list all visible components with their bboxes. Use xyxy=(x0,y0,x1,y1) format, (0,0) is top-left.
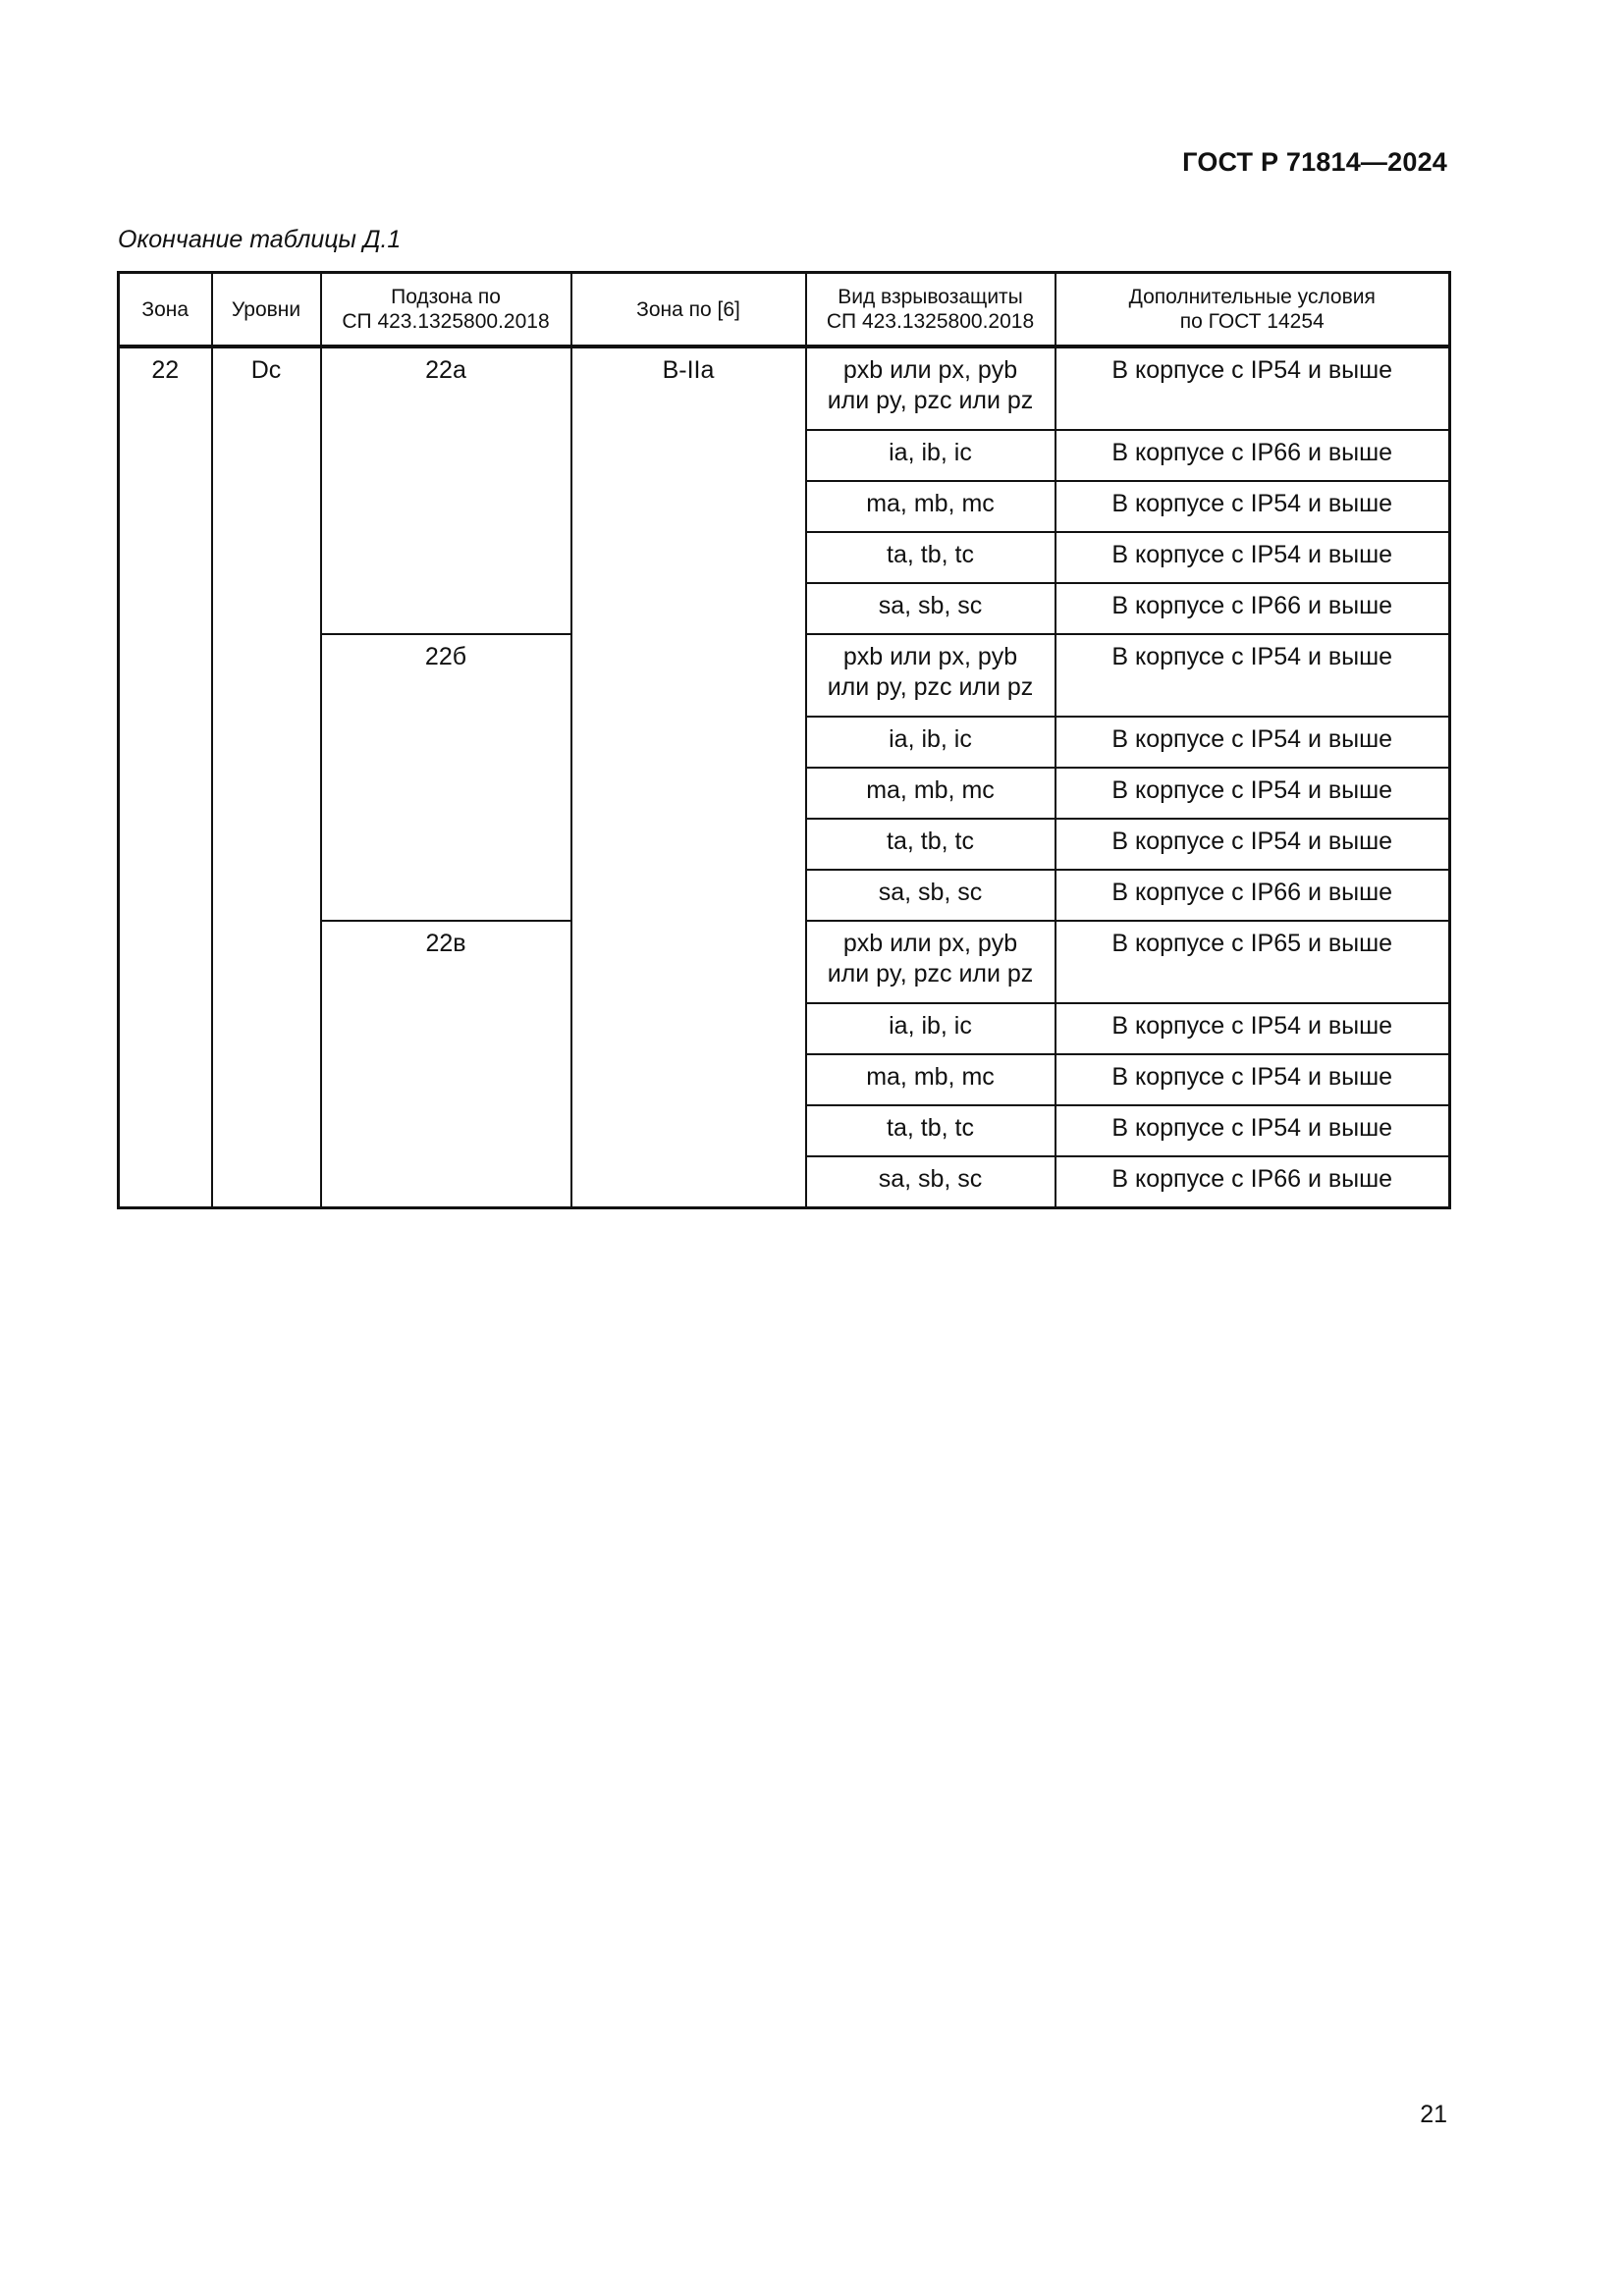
header-cell-zone6: Зона по [6] xyxy=(571,273,806,347)
zones-table xyxy=(117,271,1451,1209)
condition-cell: В корпусе с IP54 и выше xyxy=(1056,1003,1450,1054)
protection-cell: ia, ib, ic xyxy=(806,717,1056,768)
document-code: ГОСТ Р 71814—2024 xyxy=(1182,147,1447,177)
condition-cell: В корпусе с IP54 и выше xyxy=(1056,532,1450,583)
protection-cell: pxb или px, pyb или py, pzc или pz xyxy=(806,347,1056,430)
table-row xyxy=(119,347,1450,430)
condition-cell: В корпусе с IP66 и выше xyxy=(1056,430,1450,481)
condition-cell: В корпусе с IP54 и выше xyxy=(1056,717,1450,768)
protection-cell: sa, sb, sc xyxy=(806,1156,1056,1208)
protection-cell: pxb или px, pyb или py, pzc или pz xyxy=(806,921,1056,1003)
table-header-row xyxy=(119,273,1450,347)
header-cell-levels: Уровни xyxy=(212,273,321,347)
protection-cell: ma, mb, mc xyxy=(806,481,1056,532)
condition-cell: В корпусе с IP54 и выше xyxy=(1056,1054,1450,1105)
protection-cell: sa, sb, sc xyxy=(806,583,1056,634)
table-container xyxy=(117,271,1448,1209)
condition-cell: В корпусе с IP54 и выше xyxy=(1056,634,1450,717)
zone6-cell: В-IIa xyxy=(571,347,806,1208)
condition-cell: В корпусе с IP54 и выше xyxy=(1056,481,1450,532)
protection-cell: pxb или px, pyb или py, pzc или pz xyxy=(806,634,1056,717)
protection-cell: ta, tb, tc xyxy=(806,1105,1056,1156)
condition-cell: В корпусе с IP65 и выше xyxy=(1056,921,1450,1003)
protection-cell: ma, mb, mc xyxy=(806,768,1056,819)
condition-cell: В корпусе с IP54 и выше xyxy=(1056,819,1450,870)
table-caption: Окончание таблицы Д.1 xyxy=(118,226,402,253)
subzone-cell: 22б xyxy=(321,634,571,921)
protection-cell: ta, tb, tc xyxy=(806,532,1056,583)
header-cell-conditions: Дополнительные условия по ГОСТ 14254 xyxy=(1056,273,1450,347)
protection-cell: ia, ib, ic xyxy=(806,1003,1056,1054)
zone-cell: 22 xyxy=(119,347,212,1208)
condition-cell: В корпусе с IP66 и выше xyxy=(1056,870,1450,921)
condition-cell: В корпусе с IP54 и выше xyxy=(1056,768,1450,819)
condition-cell: В корпусе с IP54 и выше xyxy=(1056,1105,1450,1156)
condition-cell: В корпусе с IP66 и выше xyxy=(1056,1156,1450,1208)
table-body xyxy=(119,347,1450,1208)
protection-cell: ma, mb, mc xyxy=(806,1054,1056,1105)
protection-cell: ia, ib, ic xyxy=(806,430,1056,481)
condition-cell: В корпусе с IP54 и выше xyxy=(1056,347,1450,430)
level-cell: Dc xyxy=(212,347,321,1208)
protection-cell: ta, tb, tc xyxy=(806,819,1056,870)
header-cell-subzone: Подзона по СП 423.1325800.2018 xyxy=(321,273,571,347)
subzone-cell: 22а xyxy=(321,347,571,634)
header-cell-protection: Вид взрывозащиты СП 423.1325800.2018 xyxy=(806,273,1056,347)
subzone-cell: 22в xyxy=(321,921,571,1208)
page-number: 21 xyxy=(1420,2101,1447,2128)
protection-cell: sa, sb, sc xyxy=(806,870,1056,921)
condition-cell: В корпусе с IP66 и выше xyxy=(1056,583,1450,634)
header-cell-zone: Зона xyxy=(119,273,212,347)
